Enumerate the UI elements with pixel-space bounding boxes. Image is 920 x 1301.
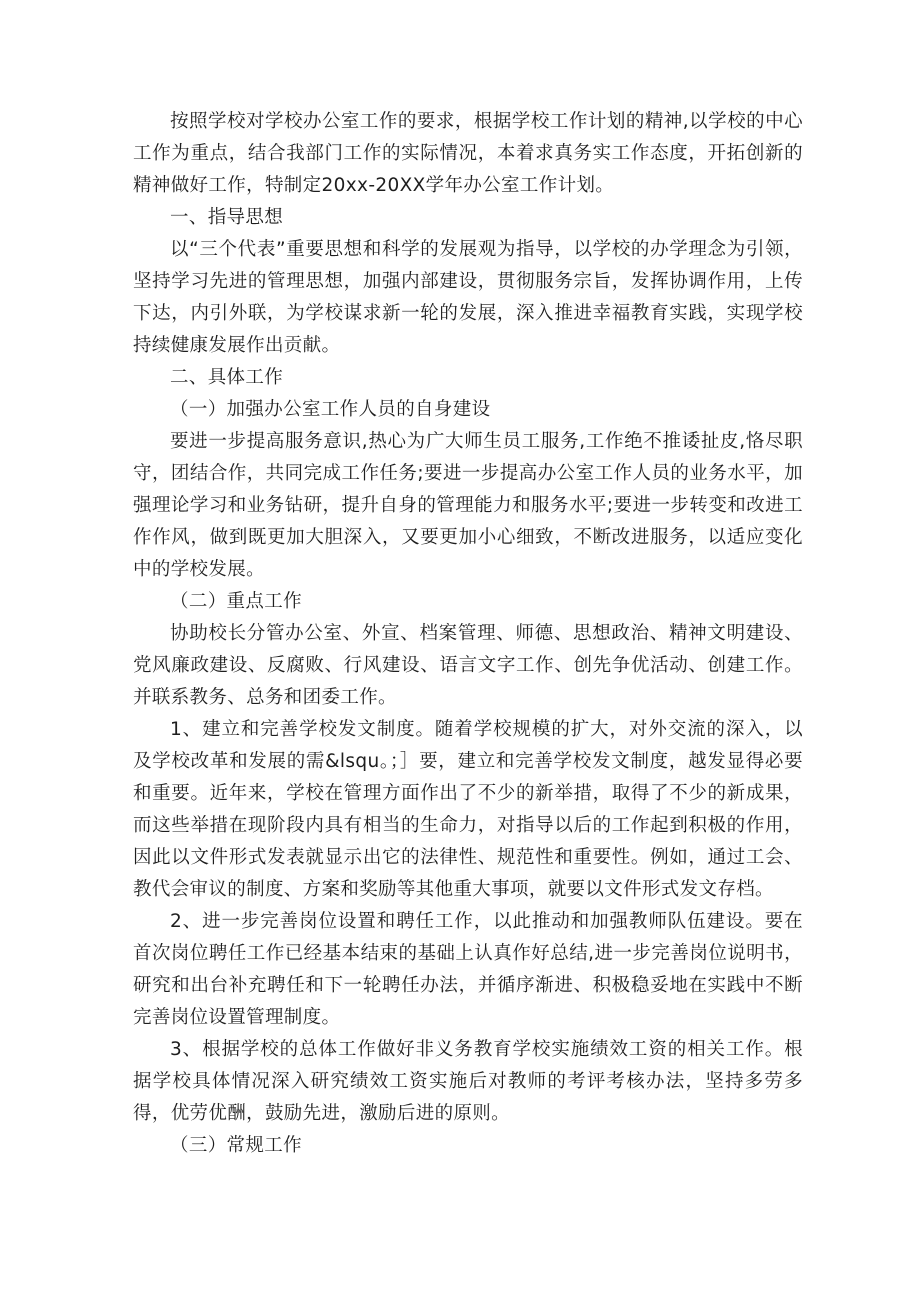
subheading-key-work: （二）重点工作 (170, 591, 302, 612)
item-2-paragraph: 2、进一步完善岗位设置和聘任工作，以此推动和加强教师队伍建设。要在首次岗位聘任工作已经基本结束的基础上认真作好总结,进一步完善岗位说明书，研究和出台补充聘任和下一轮聘任办法，并循序渐进、积极稳妥地在实践中不断完善岗位设置管理制度。 (133, 911, 803, 1028)
document-body (133, 106, 803, 1162)
item-1-paragraph: 1、建立和完善学校发文制度。随着学校规模的扩大，对外交流的深入，以及学校改革和发展的需&lsqu。；］要，建立和完善学校发文制度，越发显得必要和重要。近年来，学校在管理方面作出了不少的新举措，取得了不少的新成果，而这些举措在现阶段内具有相当的生命力，对指导以后的工作起到积极的作用，因此以文件形式发表就显示出它的法律性、规范性和重要性。例如，通过工会、教代会审议的制度、方案和奖励等其他重大事项，就要以文件形式发文存档。 (133, 719, 803, 900)
subheading-self-building: （一）加强办公室工作人员的自身建设 (170, 399, 491, 420)
guiding-ideology-paragraph: 以“三个代表”重要思想和科学的发展观为指导，以学校的办学理念为引领，坚持学习先进的管理思想，加强内部建设，贯彻服务宗旨，发挥协调作用，上传下达，内引外联，为学校谋求新一轮的发展，深入推进幸福教育实践，实现学校持续健康发展作出贡献。 (133, 239, 803, 356)
section-heading-specific-work: 二、具体工作 (170, 367, 284, 388)
key-work-paragraph: 协助校长分管办公室、外宣、档案管理、师德、思想政治、精神文明建设、党风廉政建设、反腐败、行风建设、语言文字工作、创先争优活动、创建工作。并联系教务、总务和团委工作。 (133, 623, 803, 708)
subheading-routine-work: （三）常规工作 (170, 1135, 302, 1156)
intro-paragraph: 按照学校对学校办公室工作的要求，根据学校工作计划的精神,以学校的中心工作为重点，结合我部门工作的实际情况，本着求真务实工作态度，开拓创新的精神做好工作，特制定20xx-20XX学年办公室工作计划。 (133, 111, 803, 196)
self-building-paragraph: 要进一步提高服务意识,热心为广大师生员工服务,工作绝不推诿扯皮,恪尽职守，团结合作，共同完成工作任务;要进一步提高办公室工作人员的业务水平，加强理论学习和业务钻研，提升自身的管理能力和服务水平;要进一步转变和改进工作作风，做到既更加大胆深入，又要更加小心细致，不断改进服务，以适应变化中的学校发展。 (133, 431, 803, 580)
section-heading-guiding-ideology: 一、指导思想 (170, 207, 284, 228)
item-3-paragraph: 3、根据学校的总体工作做好非义务教育学校实施绩效工资的相关工作。根据学校具体情况深入研究绩效工资实施后对教师的考评考核办法，坚持多劳多得，优劳优酬，鼓励先进，激励后进的原则。 (133, 1039, 803, 1124)
